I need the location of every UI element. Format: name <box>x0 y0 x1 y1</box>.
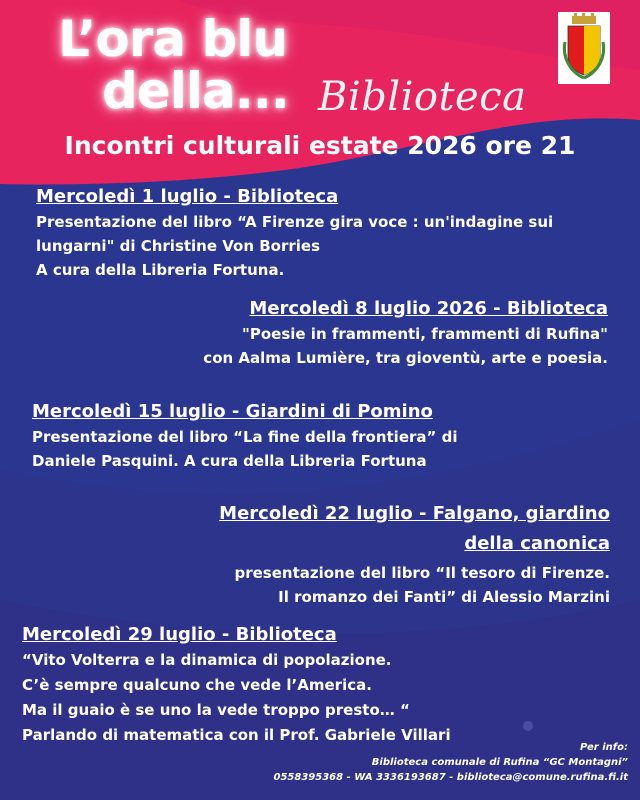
event-line: Presentazione del libro “La fine della frontiera” di <box>32 428 458 446</box>
event-line: lungarni" di Christine Von Borries <box>36 237 321 255</box>
event-3 <box>32 399 592 473</box>
event-4 <box>50 499 610 609</box>
event-line: C’è sempre qualcuno che vede l’America. <box>22 676 372 694</box>
info-organization: Biblioteca comunale di Rufina “GC Montagni” <box>371 757 628 768</box>
event-heading: della canonica <box>464 533 610 554</box>
event-line: Ma il guaio è se uno la vede troppo presto… “ <box>22 701 410 719</box>
event-line: A cura della Libreria Fortuna. <box>36 261 285 279</box>
event-line: presentazione del libro “Il tesoro di Firenze. <box>234 564 610 582</box>
event-heading: Mercoledì 8 luglio 2026 - Biblioteca <box>249 298 608 319</box>
event-heading: Mercoledì 29 luglio - Biblioteca <box>22 624 337 645</box>
event-line: Daniele Pasquini. A cura della Libreria Fortuna <box>32 452 427 470</box>
subtitle: Incontri culturali estate 2026 ore 21 <box>64 131 576 160</box>
title-line-1: L’ora blu <box>58 10 288 68</box>
event-line: Presentazione del libro “A Firenze gira voce : un'indagine sui <box>36 213 554 231</box>
event-line: Il romanzo dei Fanti” di Alessio Marzini <box>278 588 610 606</box>
info-label: Per info: <box>579 742 628 753</box>
event-5 <box>22 622 522 748</box>
event-line: Parlando di matematica con il Prof. Gabriele Villari <box>22 726 451 744</box>
info-contacts: 0558395368 - WA 3336193687 - biblioteca@comune.rufina.fi.it <box>273 772 628 783</box>
event-line: “Vito Volterra e la dinamica di popolazione. <box>22 651 392 669</box>
title-script: Biblioteca <box>318 74 527 120</box>
event-line: "Poesie in frammenti, frammenti di Rufina" <box>242 325 608 343</box>
event-2 <box>48 296 608 370</box>
event-heading: Mercoledì 1 luglio - Biblioteca <box>36 186 339 207</box>
title-line-2: della... <box>102 62 289 120</box>
contact-info <box>274 740 629 785</box>
event-line: con Aalma Lumière, tra gioventù, arte e poesia. <box>203 349 608 367</box>
event-1 <box>36 184 626 282</box>
event-heading: Mercoledì 22 luglio - Falgano, giardino <box>219 503 610 524</box>
municipal-coat-of-arms-icon <box>558 12 610 84</box>
event-heading: Mercoledì 15 luglio - Giardini di Pomino <box>32 401 433 422</box>
